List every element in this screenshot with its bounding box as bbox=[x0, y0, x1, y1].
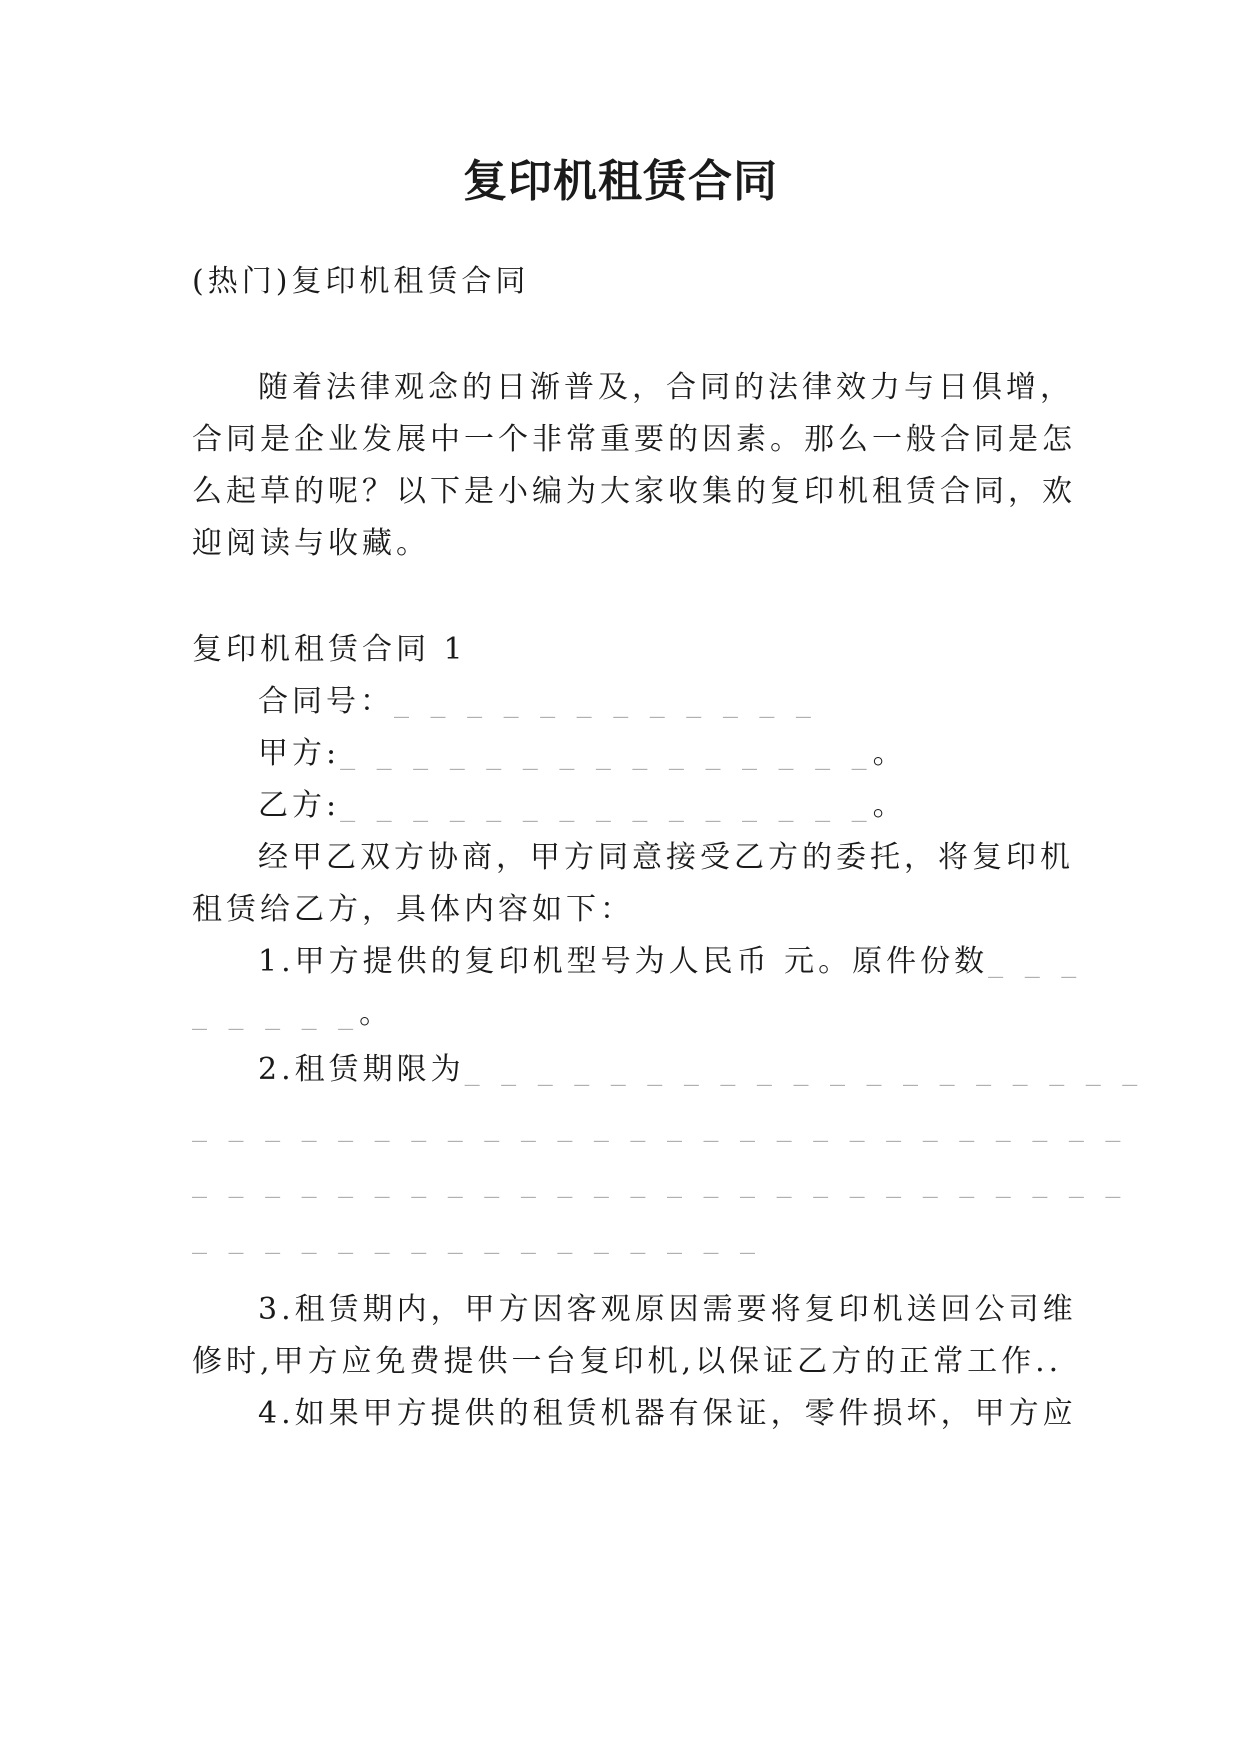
preamble-line-2: 租赁给乙方，具体内容如下： bbox=[192, 892, 634, 927]
clause-2-line-1 bbox=[258, 1050, 1143, 1090]
document-subtitle: (热门)复印机租赁合同 bbox=[192, 264, 530, 299]
party-a-label: 甲方: bbox=[258, 736, 341, 771]
intro-line-4: 迎阅读与收藏。 bbox=[192, 526, 430, 561]
clause-1-line-1 bbox=[258, 942, 1082, 982]
clause-2-text: 2.租赁期限为 bbox=[258, 1052, 465, 1087]
clause-1-blank-2: _ _ _ _ _ bbox=[192, 996, 360, 1031]
clause-3-line-1: 3.租赁期内，甲方因客观原因需要将复印机送回公司维 bbox=[258, 1292, 1077, 1327]
clause-1-text: 1.甲方提供的复印机型号为人民币 元。原件份数 bbox=[258, 944, 989, 979]
party-b-line bbox=[258, 786, 907, 826]
intro-line-3: 么起草的呢？以下是小编为大家收集的复印机租赁合同，欢 bbox=[192, 474, 1076, 509]
contract-number-blank: _ _ _ _ _ _ _ _ _ _ _ _ bbox=[394, 684, 817, 719]
clause-2-blank-2: _ _ _ _ _ _ _ _ _ _ _ _ _ _ _ _ _ _ _ _ _ _ _ _ _ _ bbox=[192, 1108, 1127, 1143]
clause-4-line-1: 4.如果甲方提供的租赁机器有保证，零件损坏，甲方应 bbox=[258, 1396, 1077, 1431]
intro-line-1: 随着法律观念的日渐普及，合同的法律效力与日俱增， bbox=[258, 370, 1074, 405]
preamble-line-1: 经甲乙双方协商，甲方同意接受乙方的委托，将复印机 bbox=[258, 840, 1074, 875]
contract-number-line bbox=[258, 682, 817, 722]
document-title: 复印机租赁合同 bbox=[463, 156, 778, 207]
clause-1-end: 。 bbox=[359, 996, 394, 1031]
clause-2-blank-1: _ _ _ _ _ _ _ _ _ _ _ _ _ _ _ _ _ _ _ bbox=[464, 1052, 1144, 1087]
clause-1-line-2 bbox=[192, 994, 393, 1034]
contract-number-label: 合同号： bbox=[258, 684, 394, 719]
party-a-end: 。 bbox=[872, 736, 907, 771]
intro-line-2: 合同是企业发展中一个非常重要的因素。那么一般合同是怎 bbox=[192, 422, 1076, 457]
party-a-blank: _ _ _ _ _ _ _ _ _ _ _ _ _ _ _ bbox=[340, 736, 873, 771]
party-a-line bbox=[258, 734, 907, 774]
section-heading: 复印机租赁合同 1 bbox=[192, 632, 467, 667]
party-b-blank: _ _ _ _ _ _ _ _ _ _ _ _ _ _ _ bbox=[340, 788, 873, 823]
clause-1-blank-1: _ _ _ bbox=[988, 944, 1083, 979]
party-b-label: 乙方: bbox=[258, 788, 341, 823]
clause-3-line-2: 修时,甲方应免费提供一台复印机,以保证乙方的正常工作.. bbox=[192, 1344, 1063, 1379]
party-b-end: 。 bbox=[872, 788, 907, 823]
clause-2-blank-3: _ _ _ _ _ _ _ _ _ _ _ _ _ _ _ _ _ _ _ _ _ _ _ _ _ _ bbox=[192, 1164, 1127, 1199]
clause-2-blank-4: _ _ _ _ _ _ _ _ _ _ _ _ _ _ _ _ bbox=[192, 1220, 762, 1255]
